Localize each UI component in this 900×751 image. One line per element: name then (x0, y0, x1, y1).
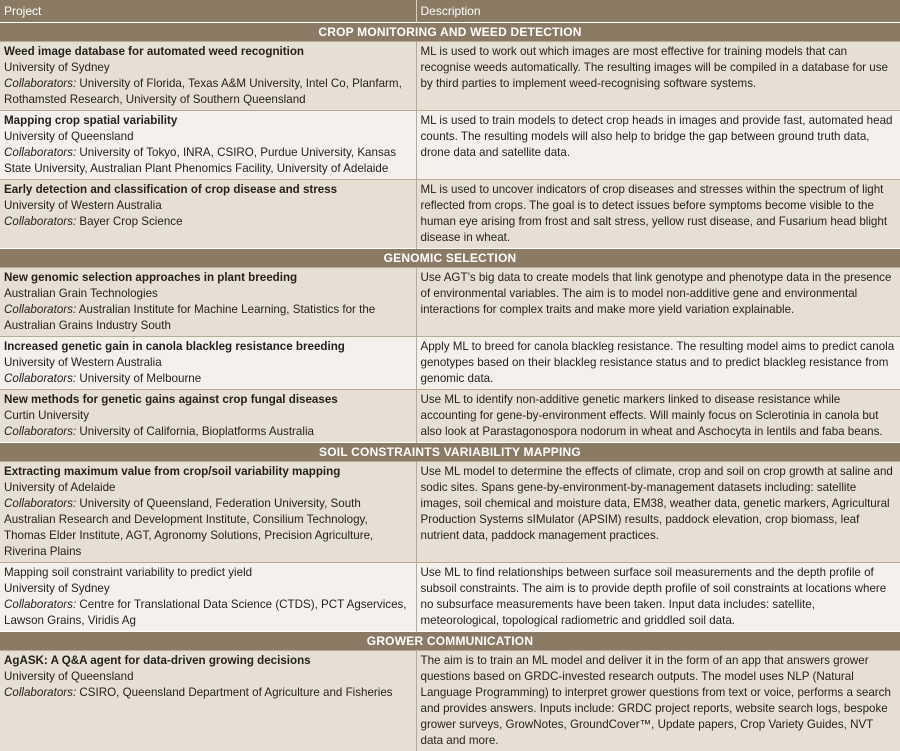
description-cell: The aim is to train an ML model and deliver it in the form of an app that answers grower questions based on GRDC-invested research outputs. The model uses NLP (Natural Language Programming) to interpret grower questions from text or voice, performs a search and provides answers. Inputs include: GRDC project reports, website search logs, bespoke grower surveys, GrowNotes, GroundCover™, Update papers, Crop Variety Guides, NVT data and more. (416, 651, 900, 751)
description-cell: Use ML to find relationships between surface soil measurements and the depth profile of subsoil constraints. The aim is to provide depth profile of soil constraints at locations where no subsurface measurements have been taken. Input data includes: satellite, meteorological, topological radiometric and griddled soil data. (416, 563, 900, 632)
project-cell (0, 42, 416, 111)
project-collaborators (4, 302, 412, 334)
table-row (0, 563, 900, 632)
description-cell: Use ML model to determine the effects of climate, crop and soil on crop growth at saline and sodic sites. Spans gene-by-environment-by-management datasets including: satellite images, soil chemical and moisture data, EM38, weather data, genetic markers, Agricultural Production Systems sIMulator (APSIM) results, paddock elevation, crop biomass, leaf nutrient data, paddock management practices. (416, 462, 900, 563)
section-row (0, 632, 900, 651)
collaborators-list: CSIRO, Queensland Department of Agriculture and Fisheries (79, 686, 392, 699)
collaborators-label: Collaborators: (4, 77, 76, 90)
project-collaborators (4, 214, 412, 230)
collaborators-label: Collaborators: (4, 686, 76, 699)
section-title: CROP MONITORING AND WEED DETECTION (0, 23, 900, 42)
project-title: AgASK: A Q&A agent for data-driven growing decisions (4, 653, 412, 669)
description-cell: Use AGT’s big data to create models that link genotype and phenotype data in the presence of environmental variables. The aim is to model non-additive gene and environmental interactions for complex traits and make more yield variation explainable. (416, 268, 900, 337)
project-cell (0, 268, 416, 337)
project-institution: University of Adelaide (4, 480, 412, 496)
project-title: Increased genetic gain in canola blackleg resistance breeding (4, 339, 412, 355)
collaborators-list: University of Florida, Texas A&M University, Intel Co, Planfarm, Rothamsted Research, University of Southern Queensland (4, 77, 402, 106)
table-row (0, 111, 900, 180)
table-row (0, 42, 900, 111)
project-cell (0, 180, 416, 249)
project-cell (0, 563, 416, 632)
project-cell (0, 462, 416, 563)
collaborators-label: Collaborators: (4, 372, 76, 385)
description-cell: Apply ML to breed for canola blackleg resistance. The resulting model aims to predict canola genotypes based on their blackleg resistance status and to predict blackleg resistance from genomic data. (416, 337, 900, 390)
project-institution: University of Sydney (4, 60, 412, 76)
project-collaborators (4, 597, 412, 629)
description-cell: ML is used to train models to detect crop heads in images and provide fast, automated head counts. The resulting models will also help to bridge the gap between ground truth data, drone data and satellite data. (416, 111, 900, 180)
project-title: New methods for genetic gains against crop fungal diseases (4, 392, 412, 408)
project-title: Early detection and classification of crop disease and stress (4, 182, 412, 198)
project-institution: University of Queensland (4, 669, 412, 685)
project-collaborators (4, 424, 412, 440)
header-description: Description (416, 0, 900, 23)
collaborators-list: University of California, Bioplatforms Australia (79, 425, 314, 438)
collaborators-list: University of Queensland, Federation University, South Australian Research and Development Institute, Consilium Technology, Thomas Elder Institute, AGT, Agronomy Solutions, Precision Agriculture, Riverina Plains (4, 497, 373, 558)
project-collaborators (4, 76, 412, 108)
table-row (0, 390, 900, 443)
project-cell (0, 111, 416, 180)
table-row (0, 337, 900, 390)
project-title: Mapping crop spatial variability (4, 113, 412, 129)
collaborators-list: University of Melbourne (79, 372, 201, 385)
project-institution: University of Queensland (4, 129, 412, 145)
project-collaborators (4, 685, 412, 701)
project-institution: Australian Grain Technologies (4, 286, 412, 302)
project-institution: Curtin University (4, 408, 412, 424)
description-cell: ML is used to work out which images are most effective for training models that can recognise weeds automatically. The resulting images will be compiled in a database for use by third parties to implement weed-recognising software systems. (416, 42, 900, 111)
table-row (0, 462, 900, 563)
table-row (0, 180, 900, 249)
table-row (0, 651, 900, 751)
collaborators-label: Collaborators: (4, 146, 76, 159)
collaborators-label: Collaborators: (4, 598, 76, 611)
project-title: Weed image database for automated weed recognition (4, 44, 412, 60)
section-row (0, 249, 900, 268)
project-institution: University of Western Australia (4, 198, 412, 214)
description-cell: Use ML to identify non-additive genetic markers linked to disease resistance while accounting for gene-by-environment effects. Will mainly focus on Sclerotinia in canola but also look at Parastagonospora nodorum in wheat and Aschocyta in lentils and faba beans. (416, 390, 900, 443)
project-institution: University of Sydney (4, 581, 412, 597)
project-collaborators (4, 496, 412, 560)
section-title: GENOMIC SELECTION (0, 249, 900, 268)
project-institution: University of Western Australia (4, 355, 412, 371)
collaborators-list: Centre for Translational Data Science (CTDS), PCT Agservices, Lawson Grains, Viridis Ag (4, 598, 407, 627)
section-row (0, 443, 900, 462)
section-title: GROWER COMMUNICATION (0, 632, 900, 651)
project-collaborators (4, 371, 412, 387)
project-cell (0, 651, 416, 751)
project-title: Mapping soil constraint variability to predict yield (4, 565, 412, 581)
collaborators-label: Collaborators: (4, 303, 76, 316)
collaborators-list: Australian Institute for Machine Learning, Statistics for the Australian Grains Industry South (4, 303, 375, 332)
section-row (0, 23, 900, 42)
collaborators-label: Collaborators: (4, 425, 76, 438)
table-row (0, 268, 900, 337)
collaborators-label: Collaborators: (4, 215, 76, 228)
project-cell (0, 390, 416, 443)
collaborators-list: Bayer Crop Science (79, 215, 182, 228)
collaborators-list: University of Tokyo, INRA, CSIRO, Purdue University, Kansas State University, Australian Plant Phenomics Facility, University of Adelaide (4, 146, 396, 175)
project-title: Extracting maximum value from crop/soil variability mapping (4, 464, 412, 480)
section-title: SOIL CONSTRAINTS VARIABILITY MAPPING (0, 443, 900, 462)
description-cell: ML is used to uncover indicators of crop diseases and stresses within the spectrum of light reflected from crops. The goal is to detect issues before symptoms become visible to the human eye arising from frost and salt stress, yellow rust disease, and Fusarium head blight disease in wheat. (416, 180, 900, 249)
header-row (0, 0, 900, 23)
project-collaborators (4, 145, 412, 177)
header-project: Project (0, 0, 416, 23)
project-title: New genomic selection approaches in plant breeding (4, 270, 412, 286)
collaborators-label: Collaborators: (4, 497, 76, 510)
project-cell (0, 337, 416, 390)
